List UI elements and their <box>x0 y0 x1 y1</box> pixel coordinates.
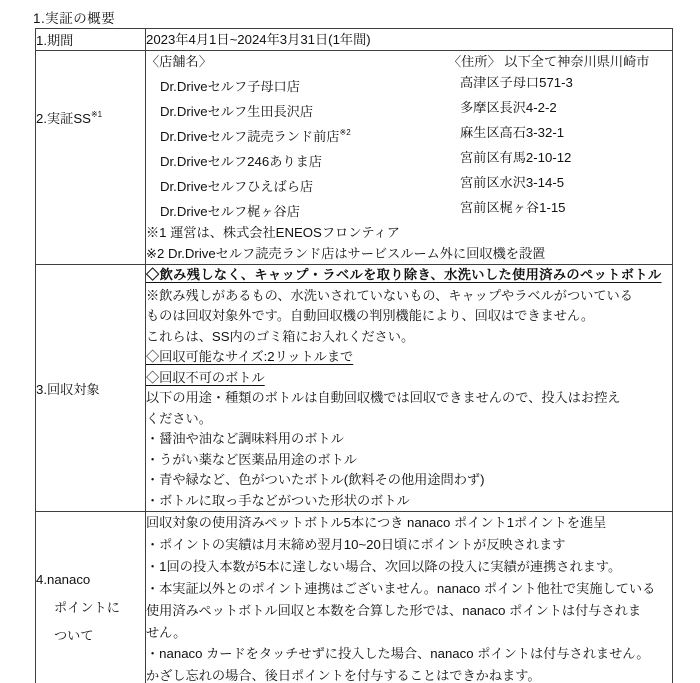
row-recovery <box>36 265 673 512</box>
store-row <box>146 197 672 222</box>
station-note-line: ※1 運営は、株式会社ENEOSフロンティア <box>146 225 400 240</box>
store-address: 宮前区有馬2-10-12 <box>460 150 572 165</box>
recovery-caution-line: ※飲み残しがあるもの、水洗いされていないもの、キャップやラベルがついている <box>146 287 633 303</box>
section-heading: 1.実証の概要 <box>33 11 116 26</box>
stations-label-footnote: ※1 <box>90 110 103 119</box>
recovery-ng-item: ・ボトルに取っ手などがついた形状のボトル <box>146 492 410 508</box>
nanaco-line: かざし忘れの場合、後日ポイントを付与することはできかねます。 <box>146 668 541 683</box>
recovery-caution-line: これらは、SS内のゴミ箱にお入れください。 <box>146 328 415 344</box>
recovery-caution-line: ものは回収対象外です。自動回収機の判別機能により、回収はできません。 <box>146 308 595 323</box>
store-address: 宮前区梶ヶ谷1-15 <box>460 200 566 215</box>
store-name: Dr.Driveセルフ読売ランド前店$^{※2}$ <box>160 128 351 144</box>
station-notes <box>146 222 672 264</box>
store-footnote-mark: ※2 <box>339 128 351 137</box>
store-name: Dr.Driveセルフ生田長沢店 <box>160 104 314 119</box>
recovery-intro-line: 以下の用途・種類のボトルは自動回収機では回収できませんので、投入はお控え <box>146 390 621 405</box>
recovery-ng-title-line <box>146 368 672 389</box>
row-period-value <box>146 29 673 51</box>
store-name-header: 〈店舗名〉 <box>146 54 212 69</box>
overview-table <box>35 28 673 683</box>
recovery-caution-lines <box>146 286 672 348</box>
nanaco-line: ・nanaco カードをタッチせずに投入した場合、nanaco ポイントは付与されません。 <box>146 646 650 662</box>
store-address: 麻生区高石3-32-1 <box>460 125 565 140</box>
store-address: 高津区子母口571-3 <box>460 75 573 90</box>
stations-label-text: 2.実証SS <box>36 111 91 126</box>
recovery-size-text: ◇回収可能なサイズ:2リットルまで <box>146 349 354 364</box>
store-address-header: 〈住所〉 以下全て神奈川県川崎市 <box>448 54 650 69</box>
recovery-headline: ◇飲み残しなく、キャップ・ラベルを取り除き、水洗いした使用済みのペットボトル <box>146 267 662 282</box>
store-address: 宮前区水沢3-14-5 <box>460 175 565 190</box>
store-name: Dr.Driveセルフひえばら店 <box>160 179 314 194</box>
store-list-header <box>146 51 672 72</box>
period-text: 2023年4月1日~2024年3月31日(1年間) <box>146 32 371 47</box>
nanaco-line: ・ポイントの実績は月末締め翌月10~20日頃にポイントが反映されます <box>146 536 566 552</box>
row-recovery-content <box>146 265 673 512</box>
nanaco-line: せん。 <box>146 624 187 640</box>
recovery-intro-line: ください。 <box>146 410 212 426</box>
station-note-line: ※2 Dr.Driveセルフ読売ランド店はサービスルーム外に回収機を設置 <box>146 246 546 261</box>
store-row <box>146 172 672 197</box>
recovery-ng-item: ・青や緑など、色がついたボトル(飲料その他用途問わず) <box>146 472 485 487</box>
store-name: Dr.Driveセルフ梶ヶ谷店 <box>160 204 300 219</box>
store-name: Dr.Driveセルフ子母口店 <box>160 79 300 94</box>
recovery-intro-lines <box>146 388 672 429</box>
nanaco-line: ・本実証以外とのポイント連携はございません。nanaco ポイント他社で実施している <box>146 580 656 596</box>
recovery-ng-item: ・醤油や油など調味料用のボトル <box>146 431 344 446</box>
recovery-size-line <box>146 347 672 368</box>
recovery-ng-title-text: ◇回収不可のボトル <box>146 369 265 385</box>
row-stations-label <box>36 51 146 265</box>
store-row <box>146 147 672 172</box>
row-nanaco <box>36 512 673 683</box>
row-recovery-label: 3.回収対象 <box>36 265 146 512</box>
row-nanaco-content <box>146 512 673 683</box>
recovery-ng-items <box>146 429 672 511</box>
nanaco-line: 回収対象の使用済みペットボトル5本につき nanaco ポイント1ポイントを進呈 <box>146 515 607 530</box>
store-name: Dr.Driveセルフ246ありま店 <box>160 154 322 169</box>
row-stations-content <box>146 51 673 265</box>
nanaco-label-line2: ポイントに <box>54 600 120 615</box>
nanaco-label-line1: 4.nanaco <box>36 572 91 587</box>
nanaco-line: ・1回の投入本数が5本に達しない場合、次回以降の投入に実績が連携されます。 <box>146 558 622 574</box>
row-nanaco-label <box>36 512 146 683</box>
row-period-label: 1.期間 <box>36 29 146 51</box>
store-row <box>146 97 672 122</box>
nanaco-line: 使用済みペットボトル回収と本数を合算した形では、nanaco ポイントは付与されま <box>146 602 642 618</box>
recovery-ng-item: ・うがい薬など医薬品用途のボトル <box>146 451 357 467</box>
store-list <box>146 72 672 222</box>
nanaco-lines <box>146 512 672 683</box>
store-row <box>146 72 672 97</box>
nanaco-label-line3: ついて <box>54 628 94 643</box>
row-stations <box>36 51 673 265</box>
store-row <box>146 122 672 147</box>
store-address: 多摩区長沢4-2-2 <box>460 100 557 115</box>
row-period <box>36 29 673 51</box>
